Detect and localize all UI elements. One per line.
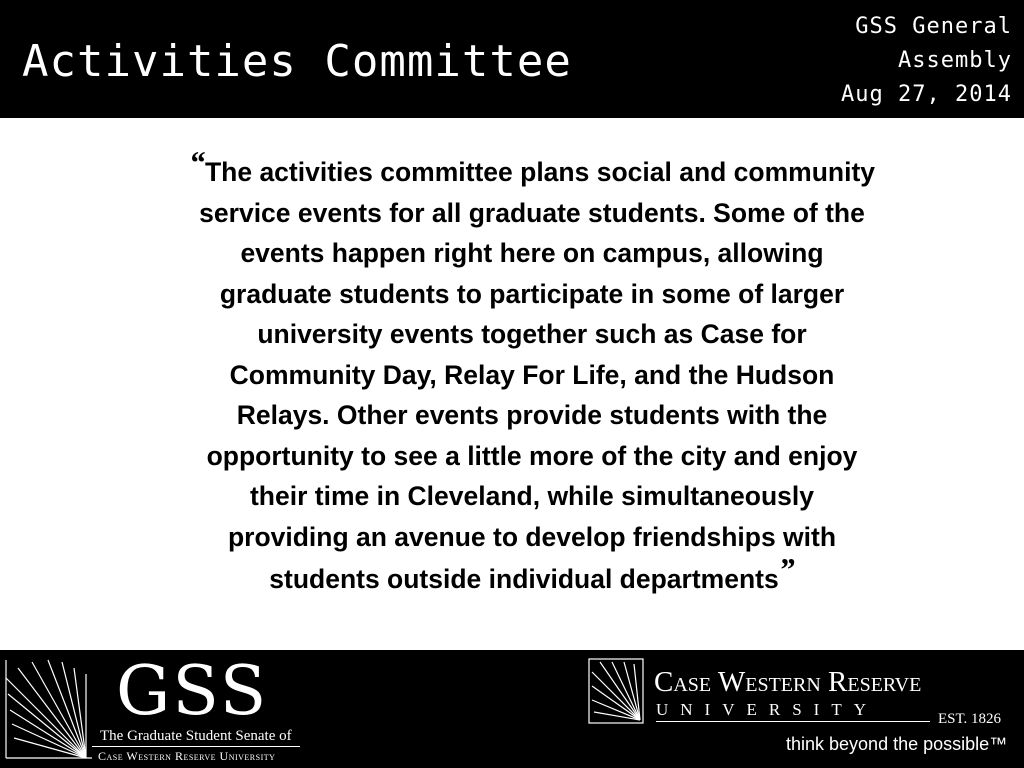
description-line: Relays. Other events provide students with the xyxy=(236,400,828,430)
description-line: students outside individual departments” xyxy=(269,551,795,594)
meeting-info xyxy=(841,10,1012,112)
description-line: providing an avenue to develop friendships with xyxy=(227,521,837,552)
description-line: opportunity to see a little more of the city and enjoy xyxy=(206,440,858,471)
gss-sunburst-icon xyxy=(4,658,94,762)
cwru-logo-established: EST. 1826 xyxy=(938,711,1002,727)
cwru-logo-name: Case Western Reserve xyxy=(654,666,922,698)
description-line: “The activities committee plans social and community xyxy=(188,144,876,187)
gss-logo-divider xyxy=(92,746,300,747)
description-line: graduate students to participate in some of larger xyxy=(219,278,845,309)
description-line: events happen right here on campus, allowing xyxy=(240,238,824,268)
gss-logo-subtitle-2: Case Western Reserve University xyxy=(98,749,276,763)
description-line: university events together such as Case for xyxy=(257,319,807,349)
meeting-info-date: Aug 27, 2014 xyxy=(841,82,1012,107)
committee-description xyxy=(80,144,984,600)
footer-bar xyxy=(0,650,1024,768)
description-line: their time in Cleveland, while simultaneously xyxy=(249,481,814,511)
meeting-info-line-2: Assembly xyxy=(898,48,1012,73)
page-title: Activities Committee xyxy=(22,36,572,87)
cwru-tagline: think beyond the possible™ xyxy=(786,734,1008,754)
header-bar xyxy=(0,0,1024,118)
gss-logo-subtitle-1: The Graduate Student Senate of xyxy=(100,728,292,744)
description-line: Community Day, Relay For Life, and the Hudson xyxy=(229,359,835,390)
meeting-info-line-1: GSS General xyxy=(855,14,1012,39)
description-line: service events for all graduate students. Some of the xyxy=(199,197,865,228)
cwru-sunburst-icon xyxy=(588,658,644,724)
close-quote: ” xyxy=(778,551,795,587)
open-quote: “ xyxy=(188,144,205,180)
gss-logo-text: GSS xyxy=(116,652,269,731)
cwru-logo-divider xyxy=(656,721,930,722)
cwru-logo-university: UNIVERSITY xyxy=(656,700,878,719)
